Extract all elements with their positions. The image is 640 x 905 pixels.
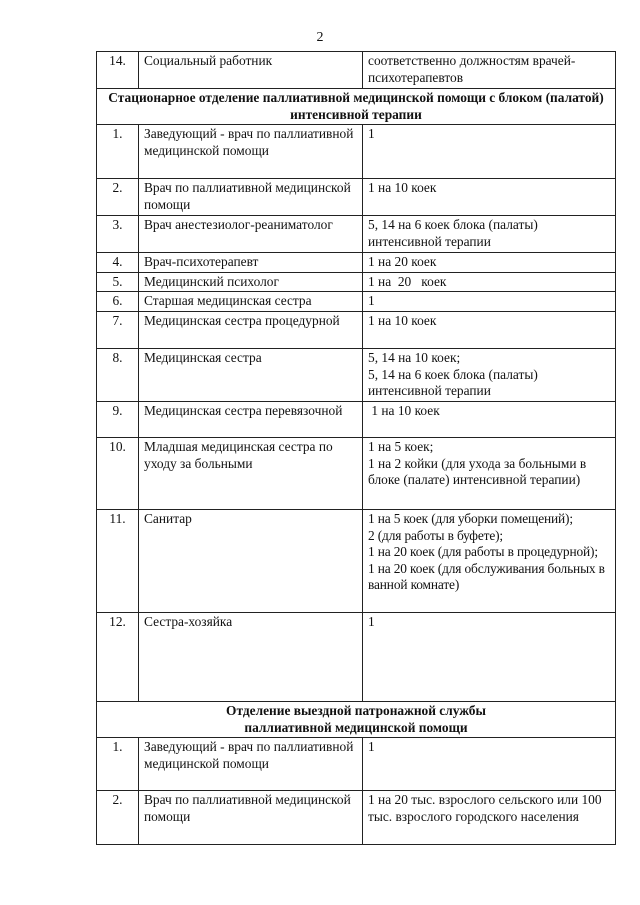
norm-cell: 1 на 5 коек; 1 на 2 койки (для ухода за больными в блоке (палате) интенсивной терапии): [363, 437, 616, 509]
row-number: 7.: [97, 311, 139, 348]
page-number: 2: [316, 30, 324, 45]
row-number: 9.: [97, 401, 139, 437]
position-cell: Социальный работник: [139, 52, 363, 89]
norm-cell: 5, 14 на 10 коек; 5, 14 на 6 коек блока (палаты) интенсивной терапии: [363, 348, 616, 401]
table-row: [97, 509, 616, 612]
table-row: [97, 791, 616, 845]
table-row: [97, 272, 616, 292]
section-heading: Стационарное отделение паллиативной медицинской помощи с блоком (палатой) интенсивной терапии: [97, 89, 616, 125]
row-number: 1.: [97, 738, 139, 791]
norm-cell: 1: [363, 292, 616, 312]
row-number: 2.: [97, 179, 139, 216]
row-number: 2.: [97, 791, 139, 845]
norm-cell: 1 на 20 коек: [363, 253, 616, 273]
position-cell: Врач по паллиативной медицинской помощи: [139, 179, 363, 216]
table-row: [97, 738, 616, 791]
position-cell: Медицинский психолог: [139, 272, 363, 292]
norm-cell: 1: [363, 125, 616, 179]
row-number: 11.: [97, 509, 139, 612]
position-cell: Заведующий - врач по паллиативной медицинской помощи: [139, 738, 363, 791]
row-number: 8.: [97, 348, 139, 401]
norm-cell: 1 на 10 коек: [363, 401, 616, 437]
position-cell: Заведующий - врач по паллиативной медицинской помощи: [139, 125, 363, 179]
row-number: 10.: [97, 437, 139, 509]
row-number: 4.: [97, 253, 139, 273]
table-row: [97, 253, 616, 273]
norm-cell: 1 на 20 коек: [363, 272, 616, 292]
position-cell: Врач по паллиативной медицинской помощи: [139, 791, 363, 845]
section-row: [97, 89, 616, 125]
row-number: 12.: [97, 612, 139, 701]
table-row: [97, 612, 616, 701]
table-row: [97, 216, 616, 253]
position-cell: Младшая медицинская сестра по уходу за больными: [139, 437, 363, 509]
section-row: [97, 701, 616, 737]
norm-cell: 1 на 20 тыс. взрослого сельского или 100 тыс. взрослого городского населения: [363, 791, 616, 845]
position-cell: Старшая медицинская сестра: [139, 292, 363, 312]
row-number: 5.: [97, 272, 139, 292]
section-heading: Отделение выездной патронажной службы паллиативной медицинской помощи: [97, 701, 616, 737]
table-row: [97, 437, 616, 509]
norm-cell: 1 на 10 коек: [363, 311, 616, 348]
row-number: 14.: [97, 52, 139, 89]
position-cell: Врач-психотерапевт: [139, 253, 363, 273]
position-cell: Врач анестезиолог-реаниматолог: [139, 216, 363, 253]
table-row: [97, 125, 616, 179]
norm-cell: 5, 14 на 6 коек блока (палаты) интенсивной терапии: [363, 216, 616, 253]
position-cell: Медицинская сестра: [139, 348, 363, 401]
position-cell: Сестра-хозяйка: [139, 612, 363, 701]
table-row: [97, 401, 616, 437]
table-row: [97, 179, 616, 216]
norm-cell: 1: [363, 738, 616, 791]
position-cell: Медицинская сестра процедурной: [139, 311, 363, 348]
norm-cell: 1 на 10 коек: [363, 179, 616, 216]
row-number: 3.: [97, 216, 139, 253]
table-row: [97, 348, 616, 401]
position-cell: Санитар: [139, 509, 363, 612]
table-row: [97, 52, 616, 89]
position-cell: Медицинская сестра перевязочной: [139, 401, 363, 437]
norm-cell: соответственно должностям врачей-психотерапевтов: [363, 52, 616, 89]
row-number: 6.: [97, 292, 139, 312]
staffing-table: [96, 51, 616, 845]
norm-cell: 1 на 5 коек (для уборки помещений); 2 (для работы в буфете); 1 на 20 коек (для работы в процедурной); 1 на 20 коек (для обслуживания больных в ванной комнате): [363, 509, 616, 612]
table-row: [97, 311, 616, 348]
table-row: [97, 292, 616, 312]
norm-cell: 1: [363, 612, 616, 701]
row-number: 1.: [97, 125, 139, 179]
